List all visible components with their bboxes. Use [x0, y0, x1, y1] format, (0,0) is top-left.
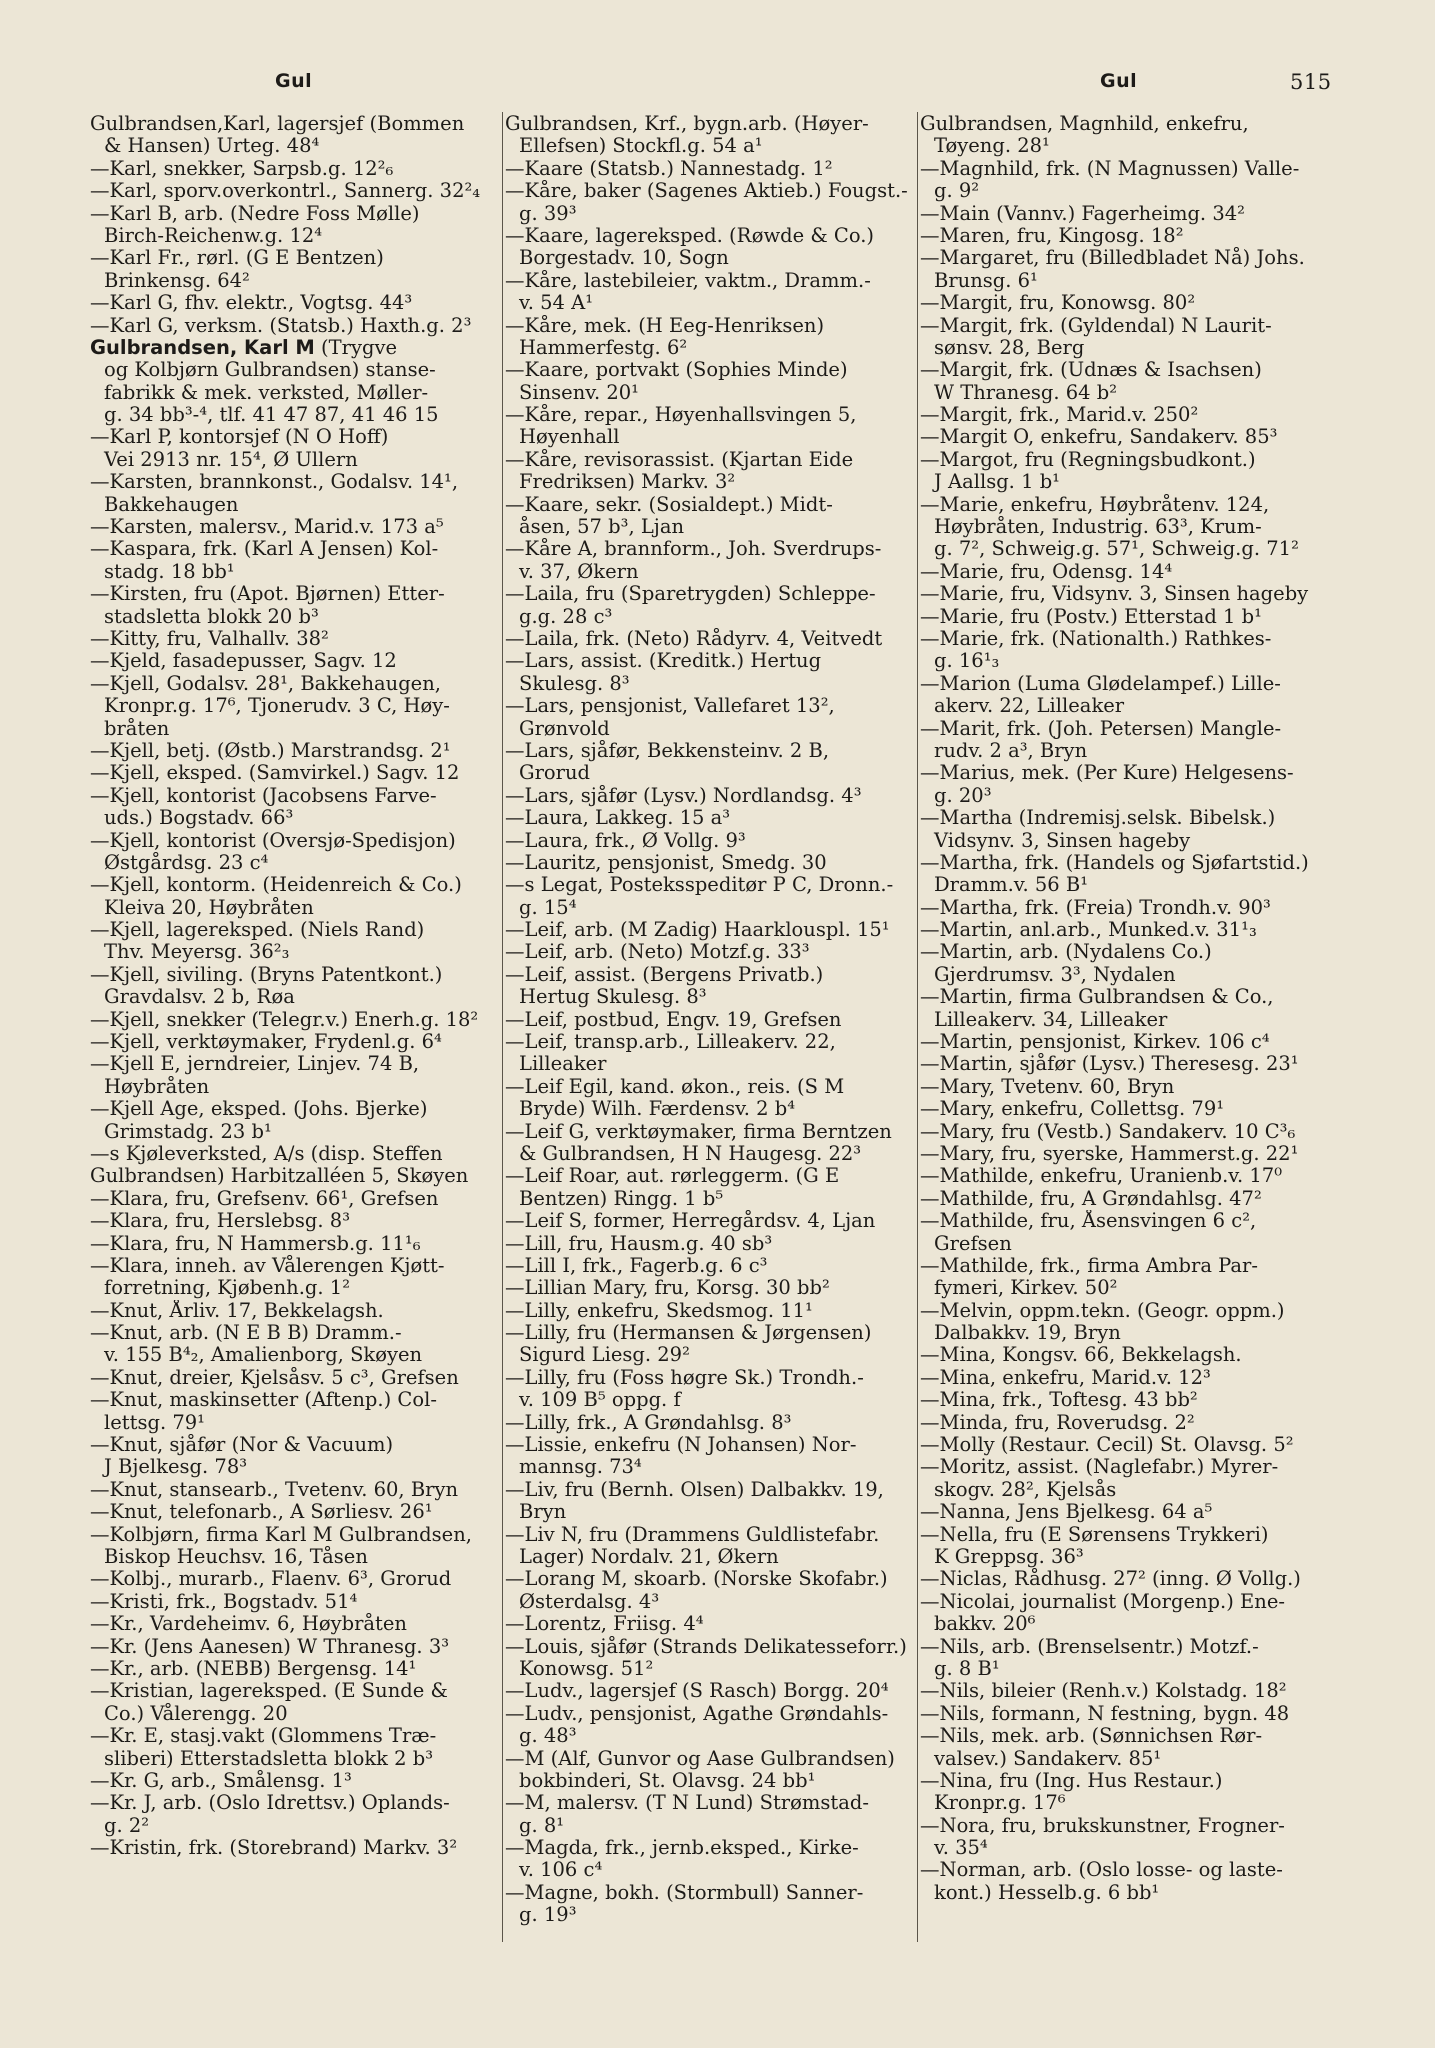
- directory-line: —Lorang M, skoarb. (Norske Skofabr.): [505, 1568, 888, 1591]
- directory-line: v. 106 c⁴: [519, 1859, 603, 1882]
- directory-line: & Hansen) Urteg. 48⁴: [104, 135, 320, 158]
- directory-line: —Leif Egil, kand. økon., reis. (S M: [505, 1075, 845, 1098]
- directory-line: v. 54 A¹: [519, 292, 594, 315]
- directory-line: —s Legat, Posteksspeditør P C, Dronn.-: [505, 874, 894, 897]
- directory-line: Lilleaker: [519, 1053, 607, 1076]
- directory-line: g. 34 bb³-⁴, tlf. 41 47 87, 41 46 15: [104, 404, 439, 427]
- directory-line: —Lauritz, pensjonist, Smedg. 30: [505, 851, 827, 874]
- directory-line: —Mathilde, frk., firma Ambra Par-: [920, 1254, 1258, 1277]
- directory-line: —Leif, assist. (Bergens Privatb.): [505, 963, 824, 986]
- directory-line: —Kaare, sekr. (Sosialdept.) Midt-: [505, 493, 833, 516]
- directory-line: —Lilly, fru (Foss høgre Sk.) Trondh.-: [505, 1366, 864, 1389]
- directory-line: og Kolbjørn Gulbrandsen) stanse-: [104, 359, 436, 382]
- directory-line: fymeri, Kirkev. 50²: [934, 1277, 1118, 1300]
- directory-line: —Kaare (Statsb.) Nannestadg. 1²: [505, 157, 833, 180]
- directory-line: W Thranesg. 64 b²: [934, 381, 1118, 404]
- directory-line: —Knut, arb. (N E B B) Dramm.-: [90, 1322, 402, 1345]
- directory-line: —Kr. J, arb. (Oslo Idrettsv.) Oplands-: [90, 1792, 450, 1815]
- directory-line: —Nina, fru (Ing. Hus Restaur.): [920, 1769, 1223, 1792]
- directory-line: Lilleakerv. 34, Lilleaker: [934, 1008, 1168, 1031]
- directory-line: —Kolbjørn, firma Karl M Gulbrandsen,: [90, 1523, 472, 1546]
- directory-line: Høyenhall: [519, 426, 620, 449]
- directory-line: bråten: [104, 717, 170, 740]
- directory-line: —Margot, fru (Regningsbudkont.): [920, 448, 1256, 471]
- directory-line: g. 7², Schweig.g. 57¹, Schweig.g. 71²: [934, 538, 1299, 561]
- directory-line: —Kjeld, fasadepusser, Sagv. 12: [90, 650, 397, 673]
- directory-line: —Karsten, malersv., Marid.v. 173 a⁵: [90, 516, 444, 539]
- directory-line: —Molly (Restaur. Cecil) St. Olavsg. 5²: [920, 1434, 1294, 1457]
- directory-line: —Lars, pensjonist, Vallefaret 13²,: [505, 695, 835, 718]
- running-head-left: Gul: [275, 70, 313, 92]
- directory-line: Co.) Vålerengg. 20: [104, 1702, 288, 1725]
- directory-line: —Kaare, lagereksped. (Røwde & Co.): [505, 224, 875, 247]
- directory-line: —Martha, frk. (Freia) Trondh.v. 90³: [920, 896, 1271, 919]
- directory-line: Vei 2913 nr. 15⁴, Ø Ullern: [104, 448, 358, 471]
- directory-line: g. 20³: [934, 784, 992, 807]
- directory-line: —Leif, arb. (Neto) Motzf.g. 33³: [505, 941, 810, 964]
- directory-line: —Lissie, enkefru (N Johansen) Nor-: [505, 1434, 857, 1457]
- directory-line: —Kjell, Godalsv. 28¹, Bakkehaugen,: [90, 672, 441, 695]
- directory-line: —Lill I, frk., Fagerb.g. 6 c³: [505, 1254, 768, 1277]
- directory-line: Grimstadg. 23 b¹: [104, 1120, 272, 1143]
- directory-line: —Kr. G, arb., Smålensg. 1³: [90, 1769, 352, 1792]
- directory-line: —Kåre, lastebileier, vaktm., Dramm.-: [505, 269, 871, 292]
- directory-line: —Kr. E, stasj.vakt (Glommens Træ-: [90, 1725, 437, 1748]
- directory-line: —Nanna, Jens Bjelkesg. 64 a⁵: [920, 1501, 1213, 1524]
- directory-line: —Lilly, enkefru, Skedsmog. 11¹: [505, 1299, 813, 1322]
- directory-line: skogv. 28², Kjelsås: [934, 1478, 1117, 1501]
- directory-line: mannsg. 73⁴: [519, 1456, 642, 1479]
- directory-line: —Moritz, assist. (Naglefabr.) Myrer-: [920, 1456, 1279, 1479]
- directory-line: —Niclas, Rådhusg. 27² (inng. Ø Vollg.): [920, 1568, 1301, 1591]
- directory-line: Hammerfestg. 6²: [519, 336, 688, 359]
- directory-line: stadsletta blokk 20 b³: [104, 605, 319, 628]
- directory-line: —Marie, fru, Odensg. 14⁴: [920, 560, 1173, 583]
- directory-line: —Mina, frk., Toftesg. 43 bb²: [920, 1389, 1198, 1412]
- directory-line: —Marie, frk. (Nationalth.) Rathkes-: [920, 627, 1272, 650]
- directory-line: Fredriksen) Markv. 3²: [519, 471, 736, 494]
- directory-line: kont.) Hesselb.g. 6 bb¹: [934, 1881, 1160, 1904]
- directory-line: —Mathilde, fru, A Grøndahlsg. 47²: [920, 1187, 1262, 1210]
- directory-line: —Knut, sjåfør (Nor & Vacuum): [90, 1434, 394, 1457]
- directory-line: Sigurd Liesg. 29²: [519, 1344, 690, 1367]
- directory-line: —Kjell, lagereksped. (Niels Rand): [90, 919, 425, 942]
- directory-line: —Mathilde, fru, Åsensvingen 6 c²,: [920, 1210, 1257, 1233]
- directory-line: —Nils, bileier (Renh.v.) Kolstadg. 18²: [920, 1680, 1287, 1703]
- directory-line: Borgestadv. 10, Sogn: [519, 247, 729, 270]
- directory-line: sliberi) Etterstadsletta blokk 2 b³: [104, 1747, 434, 1770]
- directory-line: —Karl P, kontorsjef (N O Hoff): [90, 426, 389, 449]
- directory-line: K Greppsg. 36³: [934, 1546, 1084, 1568]
- directory-line: Sinsenv. 20¹: [519, 381, 639, 404]
- directory-line: J Bjelkesg. 78³: [104, 1456, 248, 1479]
- directory-line: Grønvold: [519, 717, 610, 740]
- directory-line: —Lars, assist. (Kreditk.) Hertug: [505, 650, 822, 673]
- directory-line: —Margit, frk. (Udnæs & Isachsen): [920, 359, 1262, 382]
- directory-line: Grefsen: [934, 1232, 1012, 1255]
- directory-line: —Magne, bokh. (Stormbull) Sanner-: [505, 1881, 864, 1904]
- directory-line: —Lorentz, Friisg. 4⁴: [505, 1613, 704, 1636]
- directory-line: —Kjell, kontorist (Jacobsens Farve-: [90, 784, 437, 807]
- directory-line: —Kristin, frk. (Storebrand) Markv. 3²: [90, 1837, 458, 1860]
- directory-line: —Norman, arb. (Oslo losse- og laste-: [920, 1859, 1283, 1882]
- directory-line: Lager) Nordalv. 21, Økern: [519, 1546, 779, 1568]
- directory-line: —Martin, anl.arb., Munked.v. 31¹₃: [920, 919, 1257, 942]
- directory-line: —Kr. (Jens Aanesen) W Thranesg. 3³: [90, 1635, 450, 1658]
- directory-line: Thv. Meyersg. 36²₃: [104, 941, 290, 964]
- directory-line: —Kjell, kontorist (Oversjø-Spedisjon): [90, 829, 456, 852]
- directory-line: Kleiva 20, Høybråten: [104, 896, 314, 919]
- directory-line: —Mina, Kongsv. 66, Bekkelagsh.: [920, 1344, 1242, 1367]
- directory-line: —s Kjøleverksted, A/s (disp. Steffen: [90, 1142, 443, 1165]
- directory-line: Høybråten: [104, 1075, 210, 1098]
- directory-line: —Leif Roar, aut. rørleggerm. (G E: [505, 1165, 840, 1188]
- directory-line: —Karl G, verksm. (Statsb.) Haxth.g. 2³: [90, 314, 472, 337]
- directory-line: —Kr., arb. (NEBB) Bergensg. 14¹: [90, 1657, 417, 1680]
- directory-line: —Liv N, fru (Drammens Guldlistefabr.: [505, 1523, 880, 1546]
- directory-line: Gravdalsv. 2 b, Røa: [104, 986, 295, 1009]
- directory-line: Gjerdrumsv. 3³, Nydalen: [934, 963, 1176, 986]
- directory-line: —Margaret, fru (Billedbladet Nå) Johs.: [920, 247, 1305, 270]
- directory-line: Hertug Skulesg. 8³: [519, 986, 707, 1009]
- column-3: [920, 113, 1327, 1904]
- directory-line: —Lilly, fru (Hermansen & Jørgensen): [505, 1322, 872, 1345]
- directory-line: —Melvin, oppm.tekn. (Geogr. oppm.): [920, 1299, 1285, 1322]
- directory-line: —Kjell, verktøymaker, Frydenl.g. 6⁴: [90, 1031, 442, 1054]
- directory-line: —Marit, frk. (Joh. Petersen) Mangle-: [920, 717, 1282, 740]
- directory-line: —Mina, enkefru, Marid.v. 12³: [920, 1366, 1211, 1389]
- directory-line: Bryn: [519, 1501, 567, 1524]
- directory-line: —Leif, transp.arb., Lilleakerv. 22,: [505, 1031, 836, 1054]
- directory-line: —Karl B, arb. (Nedre Foss Mølle): [90, 202, 420, 225]
- running-head-right: Gul: [1100, 70, 1138, 92]
- directory-line: —Minda, fru, Roverudsg. 2²: [920, 1411, 1195, 1434]
- directory-line: —Knut, stansearb., Tvetenv. 60, Bryn: [90, 1478, 459, 1501]
- directory-line: Biskop Heuchsv. 16, Tåsen: [104, 1546, 368, 1568]
- directory-line: Tøyeng. 28¹: [934, 135, 1050, 158]
- directory-line: —Nella, fru (E Sørensens Trykkeri): [920, 1523, 1269, 1546]
- directory-line: —Magnhild, frk. (N Magnussen) Valle-: [920, 157, 1300, 180]
- directory-line: v. 109 B⁵ oppg. f: [519, 1389, 681, 1412]
- directory-line: rudv. 2 a³, Bryn: [934, 739, 1088, 762]
- directory-line: v. 35⁴: [934, 1837, 988, 1860]
- directory-line: —Lillian Mary, fru, Korsg. 30 bb²: [505, 1277, 830, 1300]
- directory-line: —Margit O, enkefru, Sandakerv. 85³: [920, 426, 1278, 449]
- directory-line: & Gulbrandsen, H N Haugesg. 22³: [519, 1142, 862, 1165]
- firm-heading: Gulbrandsen, Karl M: [90, 336, 315, 359]
- directory-line: g. 2²: [104, 1814, 150, 1837]
- directory-line: —Kåre, mek. (H Eeg-Henriksen): [505, 314, 825, 337]
- directory-line: —Kjell Age, eksped. (Johs. Bjerke): [90, 1098, 428, 1121]
- directory-line: Gulbrandsen, Karl M (Trygve: [90, 336, 398, 359]
- directory-line: —Karl, sporv.overkontrl., Sannerg. 32²₄: [90, 180, 481, 203]
- directory-line: —Nils, arb. (Brenselsentr.) Motzf.-: [920, 1635, 1259, 1658]
- directory-line: —Lars, sjåfør, Bekkensteinv. 2 B,: [505, 739, 830, 762]
- directory-line: —Nicolai, journalist (Morgenp.) Ene-: [920, 1590, 1285, 1613]
- directory-line: —Lill, fru, Hausm.g. 40 sb³: [505, 1232, 773, 1255]
- directory-line: —Martin, firma Gulbrandsen & Co.,: [920, 986, 1274, 1009]
- directory-line: —Kirsten, fru (Apot. Bjørnen) Etter-: [90, 583, 445, 606]
- directory-line: —Kåre, repar., Høyenhallsvingen 5,: [505, 404, 857, 427]
- directory-line: Skulesg. 8³: [519, 672, 630, 695]
- directory-line: —Laura, frk., Ø Vollg. 9³: [505, 829, 746, 852]
- directory-line: —Kjell E, jerndreier, Linjev. 74 B,: [90, 1053, 420, 1076]
- directory-line: fabrikk & mek. verksted, Møller-: [104, 381, 429, 404]
- directory-line: valsev.) Sandakerv. 85¹: [934, 1747, 1162, 1770]
- directory-line: —Nora, fru, brukskunstner, Frogner-: [920, 1814, 1285, 1837]
- directory-line: —Knut, telefonarb., A Sørliesv. 26¹: [90, 1501, 433, 1524]
- directory-line: g. 39³: [519, 202, 577, 225]
- directory-line: g. 19³: [519, 1904, 577, 1927]
- directory-line: —Knut, maskinsetter (Aftenp.) Col-: [90, 1389, 437, 1412]
- directory-line: —Marius, mek. (Per Kure) Helgesens-: [920, 762, 1294, 785]
- directory-line: uds.) Bogstadv. 66³: [104, 807, 294, 830]
- directory-line: —Marie, fru, Vidsynv. 3, Sinsen hageby: [920, 583, 1309, 606]
- directory-line: —Kjell, betj. (Østb.) Marstrandsg. 2¹: [90, 739, 451, 762]
- directory-line: —Kaare, portvakt (Sophies Minde): [505, 359, 848, 382]
- directory-line: —Kjell, siviling. (Bryns Patentkont.): [90, 963, 443, 986]
- directory-line: Dramm.v. 56 B¹: [934, 874, 1089, 897]
- column-2: [505, 113, 912, 1927]
- directory-line: —Karl G, fhv. elektr., Vogtsg. 44³: [90, 292, 413, 315]
- directory-line: —Klara, fru, N Hammersb.g. 11¹₆: [90, 1232, 421, 1255]
- directory-line: —Kåre A, brannform., Joh. Sverdrups-: [505, 538, 882, 561]
- directory-line: J Aallsg. 1 b¹: [934, 471, 1060, 494]
- directory-line: Østgårdsg. 23 c⁴: [104, 851, 269, 874]
- directory-line: —Martin, pensjonist, Kirkev. 106 c⁴: [920, 1031, 1270, 1054]
- directory-line: akerv. 22, Lilleaker: [934, 695, 1125, 718]
- directory-line: —Main (Vannv.) Fagerheimg. 34²: [920, 202, 1245, 225]
- directory-line: Ellefsen) Stockfl.g. 54 a¹: [519, 135, 763, 158]
- directory-line: —Margit, frk., Marid.v. 250²: [920, 404, 1199, 427]
- directory-line: Bakkehaugen: [104, 493, 239, 516]
- directory-line: —Martha, frk. (Handels og Sjøfartstid.): [920, 851, 1309, 874]
- page-number: 515: [1290, 70, 1332, 94]
- directory-line: Grorud: [519, 762, 591, 785]
- directory-line: Gulbrandsen, Krf., bygn.arb. (Høyer-: [505, 113, 869, 135]
- directory-line: —Kitty, fru, Valhallv. 38²: [90, 627, 329, 650]
- directory-line: —Klara, inneh. av Vålerengen Kjøtt-: [90, 1254, 445, 1277]
- directory-line: sønsv. 28, Berg: [934, 336, 1085, 359]
- directory-line: —Leif G, verktøymaker, firma Berntzen: [505, 1120, 892, 1143]
- directory-line: —Mary, Tvetenv. 60, Bryn: [920, 1075, 1175, 1098]
- column-divider: [502, 112, 503, 1942]
- directory-line: —Magda, frk., jernb.eksped., Kirke-: [505, 1837, 859, 1860]
- directory-line: —Karl Fr., rørl. (G E Bentzen): [90, 247, 384, 270]
- directory-line: —Laila, frk. (Neto) Rådyrv. 4, Veitvedt: [505, 627, 883, 650]
- directory-line: g. 15⁴: [519, 896, 577, 919]
- directory-line: —Knut, Årliv. 17, Bekkelagsh.: [90, 1299, 384, 1322]
- directory-line: Gulbrandsen,Karl, lagersjef (Bommen: [90, 113, 465, 135]
- directory-line: Bryde) Wilh. Færdensv. 2 b⁴: [519, 1098, 796, 1121]
- directory-line: —Kristi, frk., Bogstadv. 51⁴: [90, 1590, 358, 1613]
- directory-line: —Margit, frk. (Gyldendal) N Laurit-: [920, 314, 1272, 337]
- directory-line: —Martin, arb. (Nydalens Co.): [920, 941, 1212, 964]
- directory-line: —Kjell, kontorm. (Heidenreich & Co.): [90, 874, 462, 897]
- directory-line: g. 8¹: [519, 1814, 565, 1837]
- directory-line: Bentzen) Ringg. 1 b⁵: [519, 1187, 724, 1210]
- directory-line: Gulbrandsen, Magnhild, enkefru,: [920, 113, 1249, 135]
- directory-line: —Knut, dreier, Kjelsåsv. 5 c³, Grefsen: [90, 1366, 459, 1389]
- directory-line: Kronpr.g. 17⁶, Tjonerudv. 3 C, Høy-: [104, 695, 450, 718]
- directory-line: Høybråten, Industrig. 63³, Krum-: [934, 516, 1262, 539]
- directory-line: —M (Alf, Gunvor og Aase Gulbrandsen): [505, 1747, 895, 1770]
- directory-line: lettsg. 79¹: [104, 1411, 205, 1434]
- directory-line: g. 9²: [934, 180, 980, 203]
- directory-line: —Leif, postbud, Engv. 19, Grefsen: [505, 1008, 842, 1031]
- directory-line: —Klara, fru, Herslebsg. 8³: [90, 1210, 351, 1233]
- column-divider: [917, 112, 918, 1942]
- directory-line: —Kristian, lagereksped. (E Sunde &: [90, 1680, 448, 1703]
- directory-line: Vidsynv. 3, Sinsen hageby: [934, 829, 1191, 852]
- directory-line: forretning, Kjøbenh.g. 1²: [104, 1277, 351, 1300]
- directory-line: —Margit, fru, Konowsg. 80²: [920, 292, 1196, 315]
- directory-line: Birch-Reichenw.g. 12⁴: [104, 224, 323, 247]
- directory-line: bakkv. 20⁶: [934, 1613, 1036, 1636]
- directory-line: bokbinderi, St. Olavsg. 24 bb¹: [519, 1769, 816, 1792]
- directory-line: v. 155 B⁴₂, Amalienborg, Skøyen: [104, 1344, 423, 1367]
- directory-line: —Ludv., lagersjef (S Rasch) Borgg. 20⁴: [505, 1680, 889, 1703]
- directory-line: —Klara, fru, Grefsenv. 66¹, Grefsen: [90, 1187, 439, 1210]
- directory-line: —Mary, enkefru, Collettsg. 79¹: [920, 1098, 1225, 1121]
- directory-line: —Karl, snekker, Sarpsb.g. 12²₆: [90, 157, 394, 180]
- directory-line: —Mary, fru, syerske, Hammerst.g. 22¹: [920, 1142, 1299, 1165]
- directory-line: —Nils, formann, N festning, bygn. 48: [920, 1702, 1290, 1725]
- directory-line: Kronpr.g. 17⁶: [934, 1792, 1066, 1815]
- directory-line: —Mary, fru (Vestb.) Sandakerv. 10 C³₆: [920, 1120, 1296, 1143]
- directory-line: —Marie, fru (Postv.) Etterstad 1 b¹: [920, 605, 1262, 628]
- directory-line: —Mathilde, enkefru, Uranienb.v. 17⁰: [920, 1165, 1283, 1188]
- directory-line: —Kr., Vardeheimv. 6, Høybråten: [90, 1613, 407, 1636]
- directory-line: —M, malersv. (T N Lund) Strømstad-: [505, 1792, 869, 1815]
- directory-line: —Laila, fru (Sparetrygden) Schleppe-: [505, 583, 876, 606]
- directory-line: —Nils, mek. arb. (Sønnichsen Rør-: [920, 1725, 1263, 1748]
- directory-line: Østerdalsg. 4³: [519, 1590, 660, 1613]
- directory-line: —Kaspara, frk. (Karl A Jensen) Kol-: [90, 538, 439, 561]
- directory-line: —Martin, sjåfør (Lysv.) Theresesg. 23¹: [920, 1053, 1299, 1076]
- directory-line: —Maren, fru, Kingosg. 18²: [920, 224, 1184, 247]
- directory-line: —Kåre, baker (Sagenes Aktieb.) Fougst.-: [505, 180, 908, 203]
- directory-line: g. 8 B¹: [934, 1657, 1000, 1680]
- directory-line: —Kåre, revisorassist. (Kjartan Eide: [505, 448, 854, 471]
- directory-line: Brunsg. 6¹: [934, 269, 1038, 292]
- directory-line: g. 48³: [519, 1725, 577, 1748]
- directory-line: stadg. 18 bb¹: [104, 560, 235, 583]
- directory-line: —Ludv., pensjonist, Agathe Grøndahls-: [505, 1702, 889, 1725]
- column-1: [90, 113, 497, 1859]
- directory-line: g. 16¹₃: [934, 650, 1000, 673]
- directory-line: —Louis, sjåfør (Strands Delikatesseforr.): [505, 1635, 907, 1658]
- directory-line: —Lars, sjåfør (Lysv.) Nordlandsg. 4³: [505, 784, 862, 807]
- directory-line: —Laura, Lakkeg. 15 a³: [505, 807, 731, 830]
- directory-line: Konowsg. 51²: [519, 1657, 654, 1680]
- directory-line: v. 37, Økern: [519, 560, 639, 583]
- directory-line: —Leif, arb. (M Zadig) Haarklouspl. 15¹: [505, 919, 890, 942]
- directory-line: Brinkensg. 64²: [104, 269, 250, 292]
- directory-line: åsen, 57 b³, Ljan: [519, 516, 685, 539]
- directory-line: —Karsten, brannkonst., Godalsv. 14¹,: [90, 471, 459, 494]
- directory-line: Dalbakkv. 19, Bryn: [934, 1322, 1121, 1345]
- directory-line: —Kjell, eksped. (Samvirkel.) Sagv. 12: [90, 762, 460, 785]
- directory-line: Gulbrandsen) Harbitzalléen 5, Skøyen: [90, 1165, 469, 1188]
- directory-line: —Lilly, frk., A Grøndahlsg. 8³: [505, 1411, 792, 1434]
- directory-line: —Marie, enkefru, Høybråtenv. 124,: [920, 493, 1270, 516]
- directory-line: —Kolbj., murarb., Flaenv. 6³, Grorud: [90, 1568, 452, 1591]
- directory-line: —Kjell, snekker (Telegr.v.) Enerh.g. 18²: [90, 1008, 479, 1031]
- directory-line: —Leif S, former, Herregårdsv. 4, Ljan: [505, 1210, 876, 1233]
- directory-line: g.g. 28 c³: [519, 605, 613, 628]
- directory-line: —Marion (Luma Glødelampef.) Lille-: [920, 672, 1281, 695]
- directory-line: —Martha (Indremisj.selsk. Bibelsk.): [920, 807, 1276, 830]
- directory-line: —Liv, fru (Bernh. Olsen) Dalbakkv. 19,: [505, 1478, 884, 1501]
